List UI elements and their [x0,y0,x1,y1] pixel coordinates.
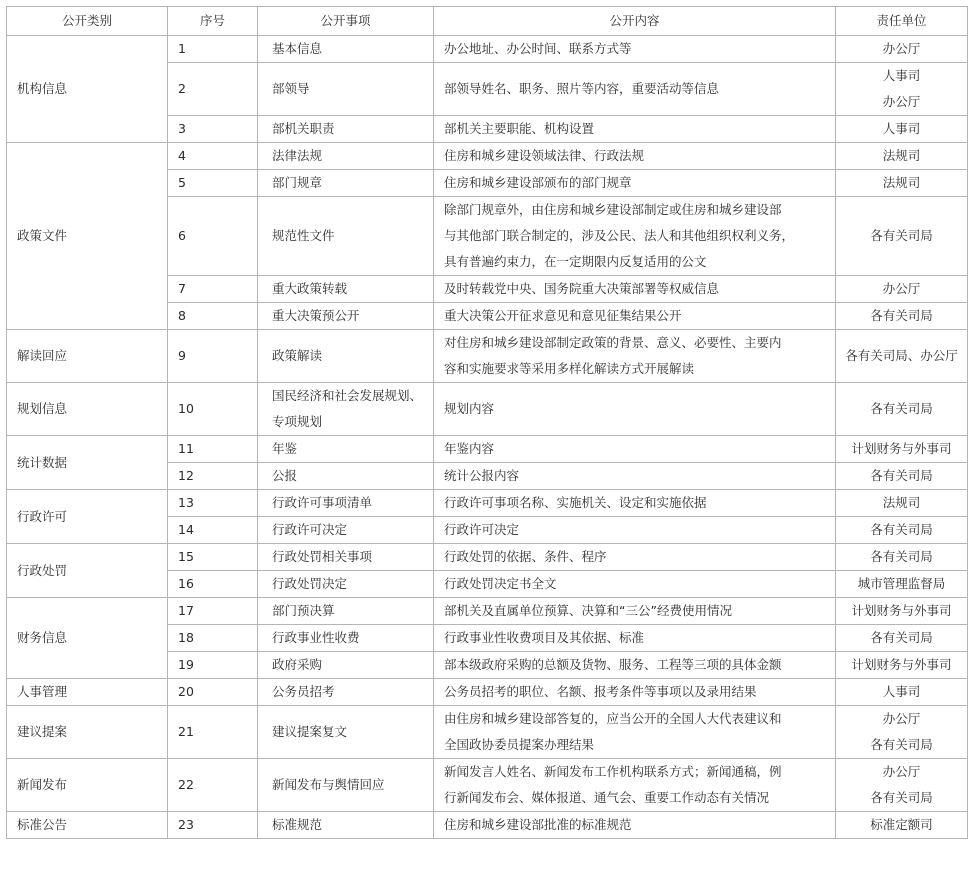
table-body [7,36,968,839]
item-cell [258,571,434,598]
item-cell [258,706,434,759]
content-cell-line: 及时转载党中央、国务院重大决策部署等权威信息 [444,281,720,296]
content-cell-line: 住房和城乡建设部颁布的部门规章 [444,175,632,190]
item-cell-line: 年鉴 [272,441,298,456]
item-cell-line: 公务员招考 [272,684,335,699]
unit-cell-line: 法规司 [882,148,921,163]
unit-cell [836,143,968,170]
content-cell [434,170,836,197]
item-cell [258,276,434,303]
content-cell [434,36,836,63]
content-cell-line: 除部门规章外，由住房和城乡建设部制定或住房和城乡建设部 [444,202,782,217]
number-cell: 18 [168,625,258,652]
unit-cell-line: 办公厅 [882,94,921,109]
number-cell: 17 [168,598,258,625]
number-cell: 22 [168,759,258,812]
content-cell-line: 容和实施要求等采用多样化解读方式开展解读 [444,361,695,376]
content-cell-line: 全国政协委员提案办理结果 [444,737,595,752]
number-cell: 10 [168,383,258,436]
content-cell [434,759,836,812]
number-cell: 23 [168,812,258,839]
content-cell [434,463,836,490]
item-cell [258,303,434,330]
unit-cell [836,197,968,276]
item-cell [258,463,434,490]
item-cell-line: 部领导 [272,81,310,96]
number-cell: 13 [168,490,258,517]
unit-cell-line: 法规司 [882,495,921,510]
content-cell-line: 部领导姓名、职务、照片等内容，重要活动等信息 [444,81,720,96]
number-cell: 12 [168,463,258,490]
item-cell-line: 行政事业性收费 [272,630,360,645]
item-cell-line: 建议提案复文 [272,724,348,739]
number-cell: 20 [168,679,258,706]
table-row [7,143,968,170]
unit-cell [836,490,968,517]
unit-cell-line: 计划财务与外事司 [851,441,952,456]
number-cell: 7 [168,276,258,303]
table-row [7,490,968,517]
unit-cell [836,598,968,625]
category-cell: 财务信息 [7,598,168,679]
item-cell [258,436,434,463]
content-cell-line: 由住房和城乡建设部答复的，应当公开的全国人大代表建议和 [444,711,782,726]
item-cell-line: 标准规范 [272,817,323,832]
table-row [7,706,968,759]
item-cell-line: 专项规划 [272,414,323,429]
unit-cell-line: 标准定额司 [870,817,933,832]
content-cell [434,544,836,571]
item-cell-line: 法律法规 [272,148,323,163]
item-cell-line: 部机关职责 [272,121,335,136]
content-cell [434,517,836,544]
content-cell [434,143,836,170]
item-cell-line: 重大政策转载 [272,281,348,296]
unit-cell-line: 各有关司局 [870,549,933,564]
item-cell [258,679,434,706]
unit-cell-line: 各有关司局 [870,401,933,416]
number-cell: 1 [168,36,258,63]
item-cell [258,759,434,812]
item-cell-line: 重大决策预公开 [272,308,360,323]
item-cell-line: 国民经济和社会发展规划、 [272,388,423,403]
item-cell-line: 公报 [272,468,298,483]
unit-cell [836,625,968,652]
unit-cell-line: 办公厅 [882,41,921,56]
content-cell-line: 新闻发言人姓名、新闻发布工作机构联系方式；新闻通稿，例 [444,764,782,779]
table-row [7,436,968,463]
item-cell-line: 规范性文件 [272,228,335,243]
content-cell-line: 与其他部门联合制定的，涉及公民、法人和其他组织权利义务， [444,228,795,243]
content-cell-line: 行政处罚决定书全文 [444,576,557,591]
number-cell: 8 [168,303,258,330]
item-cell [258,517,434,544]
unit-cell-line: 人事司 [882,68,921,83]
unit-cell [836,679,968,706]
number-cell: 19 [168,652,258,679]
number-cell: 5 [168,170,258,197]
content-cell [434,116,836,143]
item-cell [258,812,434,839]
item-cell-line: 新闻发布与舆情回应 [272,777,385,792]
content-cell [434,706,836,759]
header-item: 公开事项 [258,7,434,36]
header-category: 公开类别 [7,7,168,36]
unit-cell [836,63,968,116]
category-cell: 行政许可 [7,490,168,544]
content-cell-line: 行政许可事项名称、实施机关、设定和实施依据 [444,495,707,510]
category-cell: 解读回应 [7,330,168,383]
content-cell [434,436,836,463]
item-cell [258,116,434,143]
table-row [7,679,968,706]
item-cell-line: 行政处罚相关事项 [272,549,373,564]
number-cell: 4 [168,143,258,170]
unit-cell [836,330,968,383]
content-cell-line: 部本级政府采购的总额及货物、服务、工程等三项的具体金额 [444,657,782,672]
table-row [7,759,968,812]
number-cell: 6 [168,197,258,276]
header-number: 序号 [168,7,258,36]
item-cell-line: 政府采购 [272,657,323,672]
number-cell: 3 [168,116,258,143]
number-cell: 9 [168,330,258,383]
unit-cell [836,303,968,330]
unit-cell [836,517,968,544]
category-cell: 统计数据 [7,436,168,490]
content-cell-line: 统计公报内容 [444,468,520,483]
unit-cell-line: 办公厅 [882,281,921,296]
unit-cell-line: 各有关司局 [870,228,933,243]
unit-cell [836,812,968,839]
content-cell [434,571,836,598]
table-row [7,36,968,63]
item-cell [258,36,434,63]
unit-cell-line: 城市管理监督局 [857,576,946,591]
item-cell [258,143,434,170]
item-cell-line: 政策解读 [272,348,323,363]
content-cell [434,490,836,517]
unit-cell [836,759,968,812]
content-cell-line: 公务员招考的职位、名额、报考条件等事项以及录用结果 [444,684,757,699]
table-row [7,598,968,625]
category-cell: 标准公告 [7,812,168,839]
table-row [7,330,968,383]
category-cell: 建议提案 [7,706,168,759]
content-cell [434,197,836,276]
number-cell: 15 [168,544,258,571]
category-cell: 人事管理 [7,679,168,706]
table-row [7,383,968,436]
unit-cell-line: 法规司 [882,175,921,190]
unit-cell-line: 计划财务与外事司 [851,603,952,618]
item-cell [258,544,434,571]
item-cell [258,598,434,625]
content-cell-line: 具有普遍约束力，在一定期限内反复适用的公文 [444,254,707,269]
unit-cell-line: 各有关司局 [870,790,933,805]
content-cell [434,303,836,330]
unit-cell-line: 办公厅 [882,711,921,726]
unit-cell [836,571,968,598]
item-cell-line: 基本信息 [272,41,323,56]
unit-cell [836,463,968,490]
disclosure-table [6,6,968,839]
item-cell-line: 行政许可决定 [272,522,348,537]
content-cell-line: 部机关主要职能、机构设置 [444,121,595,136]
content-cell-line: 重大决策公开征求意见和意见征集结果公开 [444,308,682,323]
content-cell-line: 行政事业性收费项目及其依据、标准 [444,630,645,645]
item-cell [258,625,434,652]
category-cell: 机构信息 [7,36,168,143]
unit-cell-line: 各有关司局 [870,468,933,483]
unit-cell [836,436,968,463]
content-cell-line: 行政许可决定 [444,522,520,537]
item-cell [258,490,434,517]
content-cell-line: 对住房和城乡建设部制定政策的背景、意义、必要性、主要内 [444,335,782,350]
category-cell: 行政处罚 [7,544,168,598]
item-cell-line: 部门规章 [272,175,323,190]
unit-cell [836,652,968,679]
content-cell [434,652,836,679]
unit-cell-line: 人事司 [882,121,921,136]
category-cell: 规划信息 [7,383,168,436]
category-cell: 新闻发布 [7,759,168,812]
item-cell [258,652,434,679]
content-cell-line: 办公地址、办公时间、联系方式等 [444,41,632,56]
item-cell-line: 行政处罚决定 [272,576,348,591]
content-cell-line: 规划内容 [444,401,495,416]
content-cell-line: 住房和城乡建设部批准的标准规范 [444,817,632,832]
item-cell-line: 行政许可事项清单 [272,495,373,510]
content-cell-line: 年鉴内容 [444,441,495,456]
item-cell [258,383,434,436]
content-cell [434,383,836,436]
unit-cell-line: 各有关司局 [870,737,933,752]
content-cell [434,625,836,652]
unit-cell [836,36,968,63]
unit-cell-line: 各有关司局 [870,522,933,537]
number-cell: 21 [168,706,258,759]
content-cell [434,812,836,839]
number-cell: 11 [168,436,258,463]
table-row [7,812,968,839]
item-cell [258,170,434,197]
content-cell-line: 行政处罚的依据、条件、程序 [444,549,607,564]
content-cell [434,598,836,625]
table-row [7,544,968,571]
category-cell: 政策文件 [7,143,168,330]
header-unit: 责任单位 [836,7,968,36]
content-cell [434,276,836,303]
content-cell [434,679,836,706]
content-cell-line: 部机关及直属单位预算、决算和“三公”经费使用情况 [444,603,732,618]
item-cell [258,330,434,383]
item-cell [258,197,434,276]
unit-cell [836,544,968,571]
unit-cell-line: 各有关司局、办公厅 [845,348,958,363]
table-header-row [7,7,968,36]
unit-cell [836,170,968,197]
unit-cell [836,276,968,303]
unit-cell-line: 计划财务与外事司 [851,657,952,672]
unit-cell-line: 各有关司局 [870,630,933,645]
unit-cell [836,383,968,436]
unit-cell-line: 人事司 [882,684,921,699]
number-cell: 16 [168,571,258,598]
content-cell [434,330,836,383]
unit-cell-line: 办公厅 [882,764,921,779]
unit-cell-line: 各有关司局 [870,308,933,323]
content-cell-line: 行新闻发布会、媒体报道、通气会、重要工作动态有关情况 [444,790,770,805]
content-cell-line: 住房和城乡建设领域法律、行政法规 [444,148,645,163]
unit-cell [836,706,968,759]
unit-cell [836,116,968,143]
header-content: 公开内容 [434,7,836,36]
number-cell: 14 [168,517,258,544]
number-cell: 2 [168,63,258,116]
item-cell-line: 部门预决算 [272,603,335,618]
content-cell [434,63,836,116]
item-cell [258,63,434,116]
